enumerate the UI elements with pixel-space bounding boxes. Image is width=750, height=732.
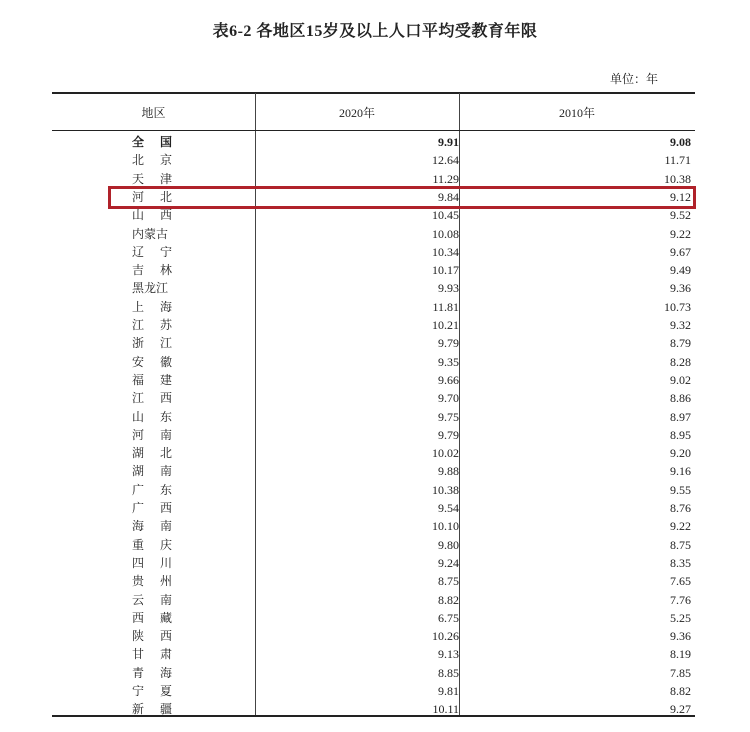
value-2020-cell: 12.64: [432, 153, 459, 168]
region-cell: 湖北: [132, 446, 172, 461]
region-cell: 新疆: [132, 702, 172, 717]
value-2010-cell: 7.65: [670, 574, 691, 589]
value-2020-cell: 9.66: [438, 372, 459, 387]
region-cell: 贵州: [132, 574, 172, 589]
table-row: [52, 389, 695, 407]
value-2010-cell: 9.49: [670, 263, 691, 278]
value-2010-cell: 8.19: [670, 647, 691, 662]
value-2020-cell: 10.45: [432, 208, 459, 223]
region-cell: 重庆: [132, 537, 172, 552]
value-2010-cell: 8.76: [670, 501, 691, 515]
value-2020-cell: 10.26: [432, 629, 459, 644]
region-cell: 黑龙江: [132, 281, 169, 296]
region-cell: 江苏: [132, 318, 172, 332]
value-2010-cell: 9.16: [670, 464, 691, 479]
region-cell: 北京: [132, 153, 172, 168]
region-cell: 海南: [132, 519, 172, 534]
value-2010-cell: 10.38: [664, 171, 691, 186]
value-2020-cell: 9.24: [438, 555, 459, 570]
value-2020-cell: 10.08: [432, 226, 459, 241]
region-cell: 甘肃: [132, 647, 172, 662]
table-row: [52, 664, 695, 682]
value-2010-cell: 9.08: [670, 135, 691, 149]
value-2010-cell: 7.76: [670, 592, 691, 607]
value-2010-cell: 9.52: [670, 208, 691, 223]
value-2020-cell: 10.11: [432, 702, 459, 717]
table-row: [52, 133, 695, 151]
value-2010-cell: 9.36: [670, 629, 691, 644]
region-cell: 内蒙古: [132, 226, 169, 241]
table-row: [52, 645, 695, 663]
region-cell: 辽宁: [132, 244, 172, 259]
value-2010-cell: 8.28: [670, 354, 691, 369]
table-row: [52, 536, 695, 554]
region-cell: 福建: [132, 372, 172, 387]
table-row: [52, 316, 695, 334]
region-cell: 上海: [132, 299, 172, 314]
region-cell: 江西: [132, 391, 172, 406]
table-row: [52, 499, 695, 517]
table-row: [52, 591, 695, 609]
table-row: [52, 481, 695, 499]
value-2020-cell: 9.79: [438, 427, 459, 442]
region-cell: 云南: [132, 592, 172, 607]
region-cell: 全国: [132, 135, 172, 149]
value-2010-cell: 9.12: [670, 189, 691, 204]
value-2010-cell: 11.71: [664, 153, 691, 168]
table-row: [52, 298, 695, 316]
table-row: [52, 353, 695, 371]
table-row: [52, 627, 695, 645]
table-row: [52, 426, 695, 444]
value-2020-cell: 10.21: [432, 318, 459, 332]
value-2010-cell: 9.22: [670, 519, 691, 534]
table-row: [52, 261, 695, 279]
value-2020-cell: 6.75: [438, 610, 459, 625]
region-cell: 浙江: [132, 336, 172, 351]
table-row: [52, 371, 695, 389]
table-row: [52, 444, 695, 462]
header-2020: 2020年: [338, 106, 375, 120]
value-2010-cell: 9.02: [670, 372, 691, 387]
value-2020-cell: 8.75: [438, 574, 459, 589]
value-2010-cell: 9.55: [670, 482, 691, 497]
value-2010-cell: 9.20: [670, 446, 691, 461]
value-2020-cell: 9.13: [438, 647, 459, 662]
region-cell: 山西: [132, 208, 172, 223]
value-2020-cell: 9.93: [438, 281, 459, 296]
table-row: [52, 682, 695, 700]
region-cell: 河北: [132, 189, 172, 204]
region-cell: 河南: [132, 427, 172, 442]
table-title: 表6-2 各地区15岁及以上人口平均受教育年限: [212, 23, 538, 40]
value-2020-cell: 9.75: [438, 409, 459, 424]
value-2010-cell: 5.25: [670, 610, 691, 625]
value-2020-cell: 11.29: [432, 171, 459, 186]
table-row: [52, 151, 695, 169]
table-row: [52, 572, 695, 590]
value-2010-cell: 10.73: [664, 299, 691, 314]
unit-label: 单位：年: [609, 72, 658, 86]
value-2020-cell: 10.02: [432, 446, 459, 461]
value-2020-cell: 10.17: [432, 263, 459, 278]
value-2010-cell: 9.32: [670, 318, 691, 332]
value-2010-cell: 9.22: [670, 226, 691, 241]
region-cell: 宁夏: [132, 684, 172, 698]
value-2010-cell: 9.27: [670, 702, 691, 717]
region-cell: 安徽: [132, 354, 172, 369]
header-2010: 2010年: [558, 106, 595, 120]
region-cell: 青海: [132, 665, 172, 680]
value-2010-cell: 8.75: [670, 537, 691, 552]
value-2020-cell: 9.81: [438, 684, 459, 698]
value-2020-cell: 9.70: [438, 391, 459, 406]
value-2010-cell: 8.82: [670, 684, 691, 698]
value-2020-cell: 9.91: [438, 135, 459, 149]
table-top-rule: [52, 92, 695, 94]
value-2020-cell: 9.88: [438, 464, 459, 479]
table-row: [52, 279, 695, 297]
table-row: [52, 170, 695, 188]
table-row: [52, 517, 695, 535]
value-2010-cell: 7.85: [670, 665, 691, 680]
value-2020-cell: 8.85: [438, 665, 459, 680]
value-2020-cell: 10.34: [432, 244, 459, 259]
region-cell: 陕西: [132, 629, 172, 644]
region-cell: 湖南: [132, 464, 172, 479]
value-2020-cell: 10.10: [432, 519, 459, 534]
value-2020-cell: 8.82: [438, 592, 459, 607]
value-2010-cell: 9.67: [670, 244, 691, 259]
region-cell: 山东: [132, 409, 172, 424]
value-2010-cell: 8.95: [670, 427, 691, 442]
region-cell: 四川: [132, 555, 172, 570]
table-row: [52, 609, 695, 627]
highlight-box: [108, 186, 696, 209]
value-2020-cell: 9.84: [438, 189, 459, 204]
region-cell: 西藏: [132, 610, 172, 625]
header-region: 地区: [141, 106, 166, 120]
header-rule: [52, 130, 695, 131]
value-2020-cell: 11.81: [432, 299, 459, 314]
value-2020-cell: 10.38: [432, 482, 459, 497]
value-2020-cell: 9.79: [438, 336, 459, 351]
value-2020-cell: 9.35: [438, 354, 459, 369]
value-2010-cell: 9.36: [670, 281, 691, 296]
region-cell: 吉林: [132, 263, 172, 278]
value-2010-cell: 8.35: [670, 555, 691, 570]
value-2010-cell: 8.86: [670, 391, 691, 406]
region-cell: 广东: [132, 482, 172, 497]
table-bottom-rule: [52, 715, 695, 717]
table-row: [52, 554, 695, 572]
region-cell: 广西: [132, 501, 172, 515]
value-2020-cell: 9.54: [438, 501, 459, 515]
table-row: [52, 243, 695, 261]
value-2010-cell: 8.79: [670, 336, 691, 351]
value-2010-cell: 8.97: [670, 409, 691, 424]
table-row: [52, 225, 695, 243]
region-cell: 天津: [132, 171, 172, 186]
table-row: [52, 334, 695, 352]
table-row: [52, 462, 695, 480]
value-2020-cell: 9.80: [438, 537, 459, 552]
table-row: [52, 408, 695, 426]
